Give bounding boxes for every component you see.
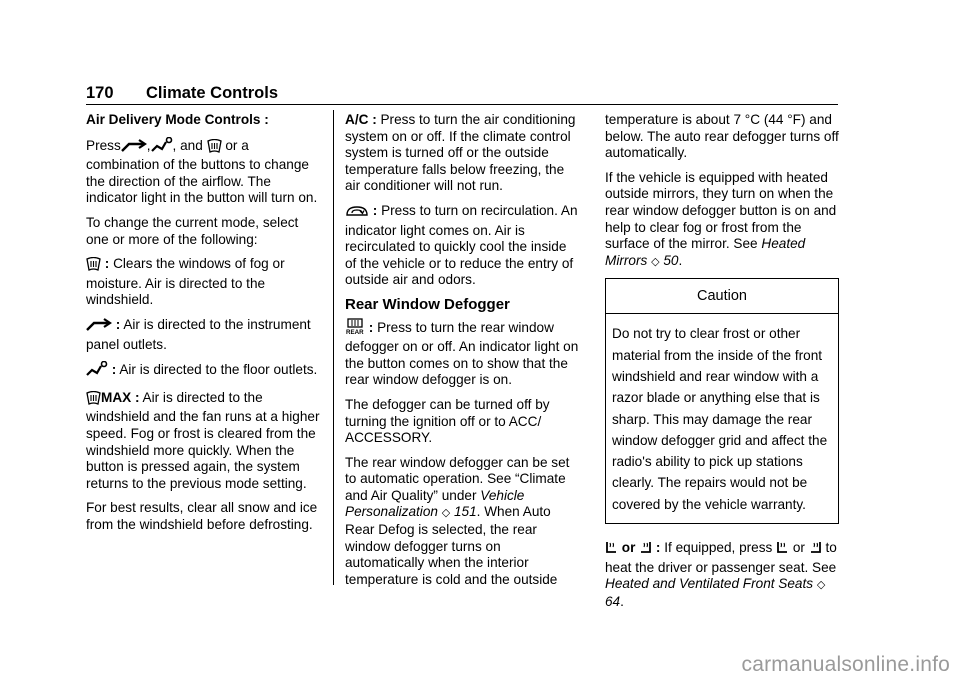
vent-entry: [86, 317, 322, 353]
column-2: [345, 112, 581, 596]
recirc-label: :: [369, 202, 378, 218]
seat-or-text: or: [789, 540, 809, 556]
text-and: , and: [172, 137, 203, 153]
vent-mode-icon: [86, 318, 112, 337]
recirc-text: Press to turn on recirculation. An indicator light comes on. Air is recirculated to quickly cool the inside of the vehicle or to reduce the entry of outside air and odors.: [345, 202, 578, 288]
page-ref-64[interactable]: 64: [605, 593, 621, 609]
rear-label: :: [365, 319, 374, 335]
heated-seat-entry: [605, 540, 839, 610]
header-rule: [86, 104, 838, 105]
page-header: [86, 84, 838, 102]
ac-text: Press to turn the air conditioning system on or off. If the climate control system is turned off or the outside temperature falls below freezing, the air conditioner will not run.: [345, 112, 576, 194]
mirrors-entry: [605, 170, 839, 271]
defrost-label: :: [101, 256, 110, 272]
column-1: [86, 112, 322, 541]
mirrors-text: If the vehicle is equipped with heated outside mirrors, they turn on when the rear window defogger button is on and help to clear fog or frost from the surface of the mirror. See: [605, 169, 837, 252]
auto-text-2: . When Auto Rear Defog is selected, the rear window defogger turns on automatically when the interior temperature is cold and the outside: [345, 504, 558, 587]
page-ref-icon: ◇: [816, 579, 826, 592]
mirrors-end: .: [678, 252, 683, 268]
defrost-entry: [86, 256, 322, 309]
max-entry: [86, 390, 322, 493]
chapter-title: Climate Controls: [146, 84, 279, 102]
vehicle-personalization-link[interactable]: Vehicle Personalization: [345, 487, 525, 520]
heated-seat-left-icon: [605, 541, 618, 560]
recirculation-icon: [345, 204, 369, 223]
auto-text-1: The rear window defogger can be set to automatic operation. See “Climate and Air Quality” under: [345, 454, 570, 503]
seat-end: .: [620, 593, 624, 609]
floor-mode-icon: [86, 361, 108, 382]
page-number: 170: [86, 84, 114, 102]
vent-label: :: [112, 316, 121, 332]
page-ref-icon: ◇: [651, 255, 660, 268]
rear-defogger-heading: Rear Window Defogger: [345, 295, 510, 313]
seat-label: :: [652, 540, 661, 556]
rear-icon-text: REAR: [346, 328, 364, 335]
max-label: MAX :: [101, 389, 140, 405]
rear-text: Press to turn the rear window defogger on or off. An indicator light on the button comes on to show that the rear window defogger is on.: [345, 319, 579, 388]
text-comma: ,: [146, 137, 151, 153]
ac-entry: [345, 112, 581, 195]
vent-text: Air is directed to the instrument panel outlets.: [86, 316, 311, 352]
text-intro-rest: or a combination of the buttons to change the direction of the airflow. The indicator light in the button will turn on.: [86, 137, 318, 206]
floor-entry: [86, 361, 322, 382]
seat-or-label: or: [618, 540, 640, 556]
mode-select-text: To change the current mode, select one or more of the following:: [86, 214, 299, 247]
column-divider: [333, 110, 334, 585]
auto-defog-entry: [345, 455, 581, 589]
recirc-entry: [345, 203, 581, 289]
best-results-text: For best results, clear all snow and ice from the windshield before defrosting.: [86, 500, 318, 532]
rear-defog-icon: [345, 318, 365, 340]
heated-seat-right-icon: [809, 541, 822, 560]
defrost-text: Clears the windows of fog or moisture. Air is directed to the windshield.: [86, 256, 285, 308]
column-3: [605, 112, 839, 618]
max-text: Air is directed to the windshield and the fan runs at a higher speed. Fog or frost is cleared from the windshield more quickly. When the button is pressed again, the system returns to the previous mode setting.: [86, 389, 320, 491]
watermark: carmanualsonline.info: [741, 653, 950, 676]
heated-seat-right-icon: [639, 541, 652, 560]
vent-mode-icon: [121, 139, 147, 158]
heated-mirrors-link[interactable]: Heated Mirrors: [605, 236, 806, 268]
page-ref-50[interactable]: 50: [663, 252, 679, 268]
defrost-icon: [207, 139, 222, 158]
floor-text: Air is directed to the floor outlets.: [116, 362, 318, 378]
caution-title: Caution: [606, 279, 838, 314]
floor-label: :: [108, 362, 117, 378]
seat-text-1: If equipped, press: [660, 540, 773, 556]
seat-text-2: to heat the driver or passenger seat. See: [605, 540, 837, 575]
defrost-icon: [86, 391, 101, 410]
heated-seat-left-icon: [776, 541, 789, 560]
caution-box: [605, 278, 839, 524]
caution-text: Do not try to clear frost or other material from the inside of the front windshield and rear window with a razor blade or anything else that is sharp. This may damage the rear window defogger grid and affect the radio's ability to pick up stations clearly. The repairs would not be covered by the vehicle warranty.: [612, 326, 828, 512]
defrost-icon: [86, 257, 101, 276]
air-delivery-intro: [86, 137, 322, 207]
temperature-cont-text: temperature is about 7 °C (44 °F) and below. The auto rear defogger turns off automatically.: [605, 112, 839, 161]
floor-mode-icon: [151, 137, 173, 158]
rear-defog-entry: [345, 318, 581, 389]
text-press: Press: [86, 137, 121, 153]
air-delivery-heading: Air Delivery Mode Controls :: [86, 112, 269, 127]
defogger-off-text: The defogger can be turned off by turning the ignition off or to ACC/ ACCESSORY.: [345, 396, 550, 446]
page-ref-icon: ◇: [441, 507, 451, 520]
page-ref-151[interactable]: 151: [453, 504, 477, 520]
heated-seats-link[interactable]: Heated and Ventilated Front Seats: [605, 576, 814, 592]
ac-label: A/C :: [345, 112, 377, 127]
